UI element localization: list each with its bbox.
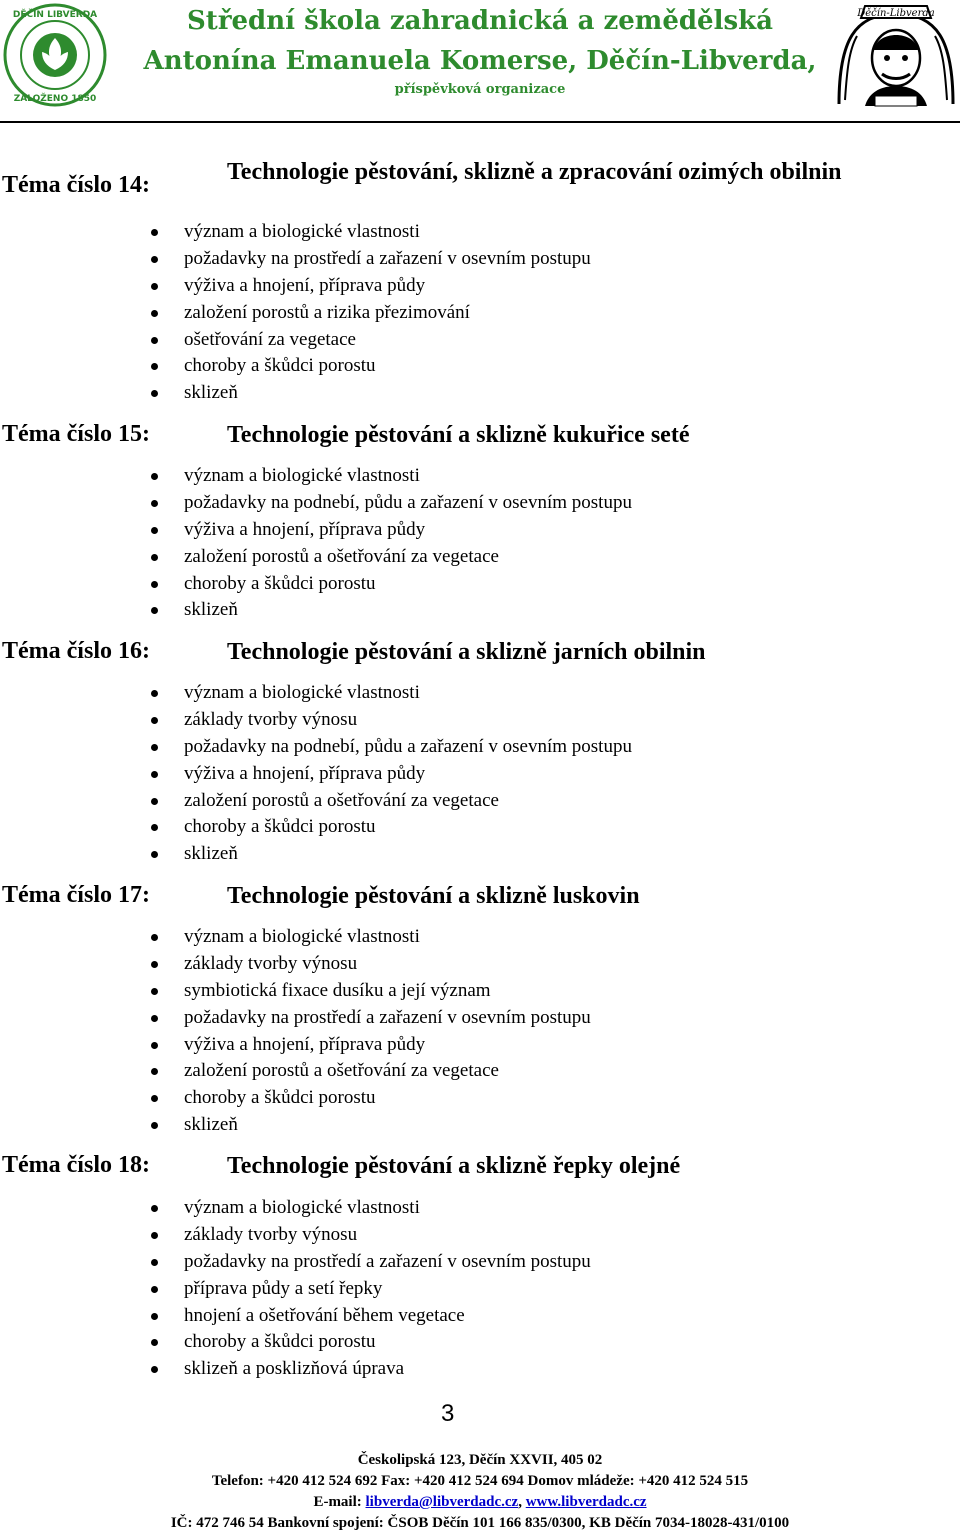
svg-text:ZALOŽENO 1850: ZALOŽENO 1850 — [13, 94, 97, 104]
bullet-icon — [151, 554, 158, 561]
topic-item-list — [0, 924, 900, 1139]
list-item: sklizeň — [0, 597, 900, 624]
list-item: základy tvorby výnosu — [0, 707, 900, 734]
list-item: založení porostů a rizika přezimování — [0, 300, 900, 327]
bullet-icon — [151, 229, 158, 236]
bullet-icon — [151, 527, 158, 534]
bullet-icon — [151, 1122, 158, 1129]
list-item: symbiotická fixace dusíku a její význam — [0, 978, 900, 1005]
topic-item-list — [0, 1195, 900, 1383]
list-item: příprava půdy a setí řepky — [0, 1276, 900, 1303]
topic-title: Technologie pěstování, sklizně a zpracování ozimých obilnin — [227, 159, 842, 185]
list-item: založení porostů a ošetřování za vegetace — [0, 544, 900, 571]
bullet-icon — [151, 798, 158, 805]
bullet-icon — [151, 1015, 158, 1022]
school-seal-logo — [2, 2, 108, 108]
list-item: základy tvorby výnosu — [0, 951, 900, 978]
topic-label: Téma číslo 17: — [2, 882, 150, 908]
bullet-icon — [151, 824, 158, 831]
list-item: choroby a škůdci porostu — [0, 353, 900, 380]
list-item: ošetřování za vegetace — [0, 327, 900, 354]
bullet-icon — [151, 690, 158, 697]
topic-label: Téma číslo 16: — [2, 638, 150, 664]
list-item: požadavky na podnebí, půdu a zařazení v osevním postupu — [0, 734, 900, 761]
topic-item-list — [0, 219, 900, 407]
bullet-icon — [151, 607, 158, 614]
list-item: založení porostů a ošetřování za vegetace — [0, 1058, 900, 1085]
topic-item-list — [0, 463, 900, 624]
list-item: význam a biologické vlastnosti — [0, 924, 900, 951]
page-number: 3 — [441, 1400, 455, 1427]
bullet-icon — [151, 1366, 158, 1373]
topic-title: Technologie pěstování a sklizně řepky olejné — [227, 1153, 681, 1179]
topic-label: Téma číslo 15: — [2, 421, 150, 447]
bullet-icon — [151, 1339, 158, 1346]
bullet-icon — [151, 771, 158, 778]
bullet-icon — [151, 1042, 158, 1049]
bullet-icon — [151, 1068, 158, 1075]
bullet-icon — [151, 1259, 158, 1266]
bullet-icon — [151, 1205, 158, 1212]
list-item: požadavky na prostředí a zařazení v osevním postupu — [0, 1249, 900, 1276]
list-item: sklizeň — [0, 841, 900, 868]
list-item: výživa a hnojení, příprava půdy — [0, 517, 900, 544]
svg-text:DĚČÍN LIBVERDA: DĚČÍN LIBVERDA — [12, 10, 98, 20]
bullet-icon — [151, 581, 158, 588]
topic-label: Téma číslo 18: — [2, 1152, 150, 1178]
bullet-icon — [151, 390, 158, 397]
letterhead — [0, 0, 960, 122]
bullet-icon — [151, 1286, 158, 1293]
footer — [0, 1450, 960, 1534]
list-item: sklizeň — [0, 1112, 900, 1139]
svg-text:Děčín-Libverda: Děčín-Libverda — [857, 8, 935, 19]
topic-item-list — [0, 680, 900, 868]
list-item: význam a biologické vlastnosti — [0, 1195, 900, 1222]
bullet-icon — [151, 500, 158, 507]
bullet-icon — [151, 256, 158, 263]
bullet-icon — [151, 1095, 158, 1102]
list-item: požadavky na podnebí, půdu a zařazení v osevním postupu — [0, 490, 900, 517]
topic-title: Technologie pěstování a sklizně luskovin — [227, 883, 640, 909]
list-item: význam a biologické vlastnosti — [0, 219, 900, 246]
bullet-icon — [151, 1232, 158, 1239]
bullet-icon — [151, 961, 158, 968]
topic-title: Technologie pěstování a sklizně jarních obilnin — [227, 639, 706, 665]
list-item: sklizeň — [0, 380, 900, 407]
list-item: choroby a škůdci porostu — [0, 1085, 900, 1112]
topic-title: Technologie pěstování a sklizně kukuřice seté — [227, 422, 690, 448]
topic-label: Téma číslo 14: — [2, 172, 150, 198]
bullet-icon — [151, 851, 158, 858]
founder-portrait-logo — [835, 0, 957, 108]
bullet-icon — [151, 988, 158, 995]
footer-bank-info: IČ: 472 746 54 Bankovní spojení: ČSOB Děčín 101 166 835/0300, KB Děčín 7034-18028-431/0100 — [170, 1515, 790, 1531]
list-item: výživa a hnojení, příprava půdy — [0, 273, 900, 300]
bullet-icon — [151, 283, 158, 290]
email-label: E-mail: — [313, 1494, 362, 1510]
bullet-icon — [151, 473, 158, 480]
bullet-icon — [151, 337, 158, 344]
bullet-icon — [151, 934, 158, 941]
bullet-icon — [151, 310, 158, 317]
list-item: hnojení a ošetřování během vegetace — [0, 1303, 900, 1330]
email-link[interactable]: libverda@libverdadc.cz — [365, 1494, 519, 1510]
website-link[interactable]: www.libverdadc.cz — [525, 1494, 647, 1510]
list-item: výživa a hnojení, příprava půdy — [0, 761, 900, 788]
list-item: založení porostů a ošetřování za vegetace — [0, 788, 900, 815]
school-legal-form: příspěvková organizace — [394, 82, 566, 97]
footer-phones: Telefon: +420 412 524 692 Fax: +420 412 524 694 Domov mládeže: +420 412 524 515 — [211, 1473, 749, 1489]
footer-address: Českolipská 123, Děčín XXVII, 405 02 — [357, 1452, 603, 1468]
bullet-icon — [151, 1313, 158, 1320]
list-item: choroby a škůdci porostu — [0, 1329, 900, 1356]
list-item: význam a biologické vlastnosti — [0, 463, 900, 490]
list-item: sklizeň a posklizňová úprava — [0, 1356, 900, 1383]
list-item: choroby a škůdci porostu — [0, 571, 900, 598]
header-divider — [0, 121, 960, 123]
list-item: požadavky na prostředí a zařazení v osevním postupu — [0, 1005, 900, 1032]
school-name-line2: Antonína Emanuela Komerse, Děčín-Libverda, — [143, 46, 817, 76]
list-item: požadavky na prostředí a zařazení v osevním postupu — [0, 246, 900, 273]
footer-contacts — [0, 1492, 960, 1513]
bullet-icon — [151, 363, 158, 370]
list-item: základy tvorby výnosu — [0, 1222, 900, 1249]
separator: , — [518, 1494, 522, 1510]
bullet-icon — [151, 717, 158, 724]
list-item: význam a biologické vlastnosti — [0, 680, 900, 707]
school-name-line1: Střední škola zahradnická a zemědělská — [187, 6, 773, 36]
list-item: choroby a škůdci porostu — [0, 814, 900, 841]
list-item: výživa a hnojení, příprava půdy — [0, 1032, 900, 1059]
bullet-icon — [151, 744, 158, 751]
